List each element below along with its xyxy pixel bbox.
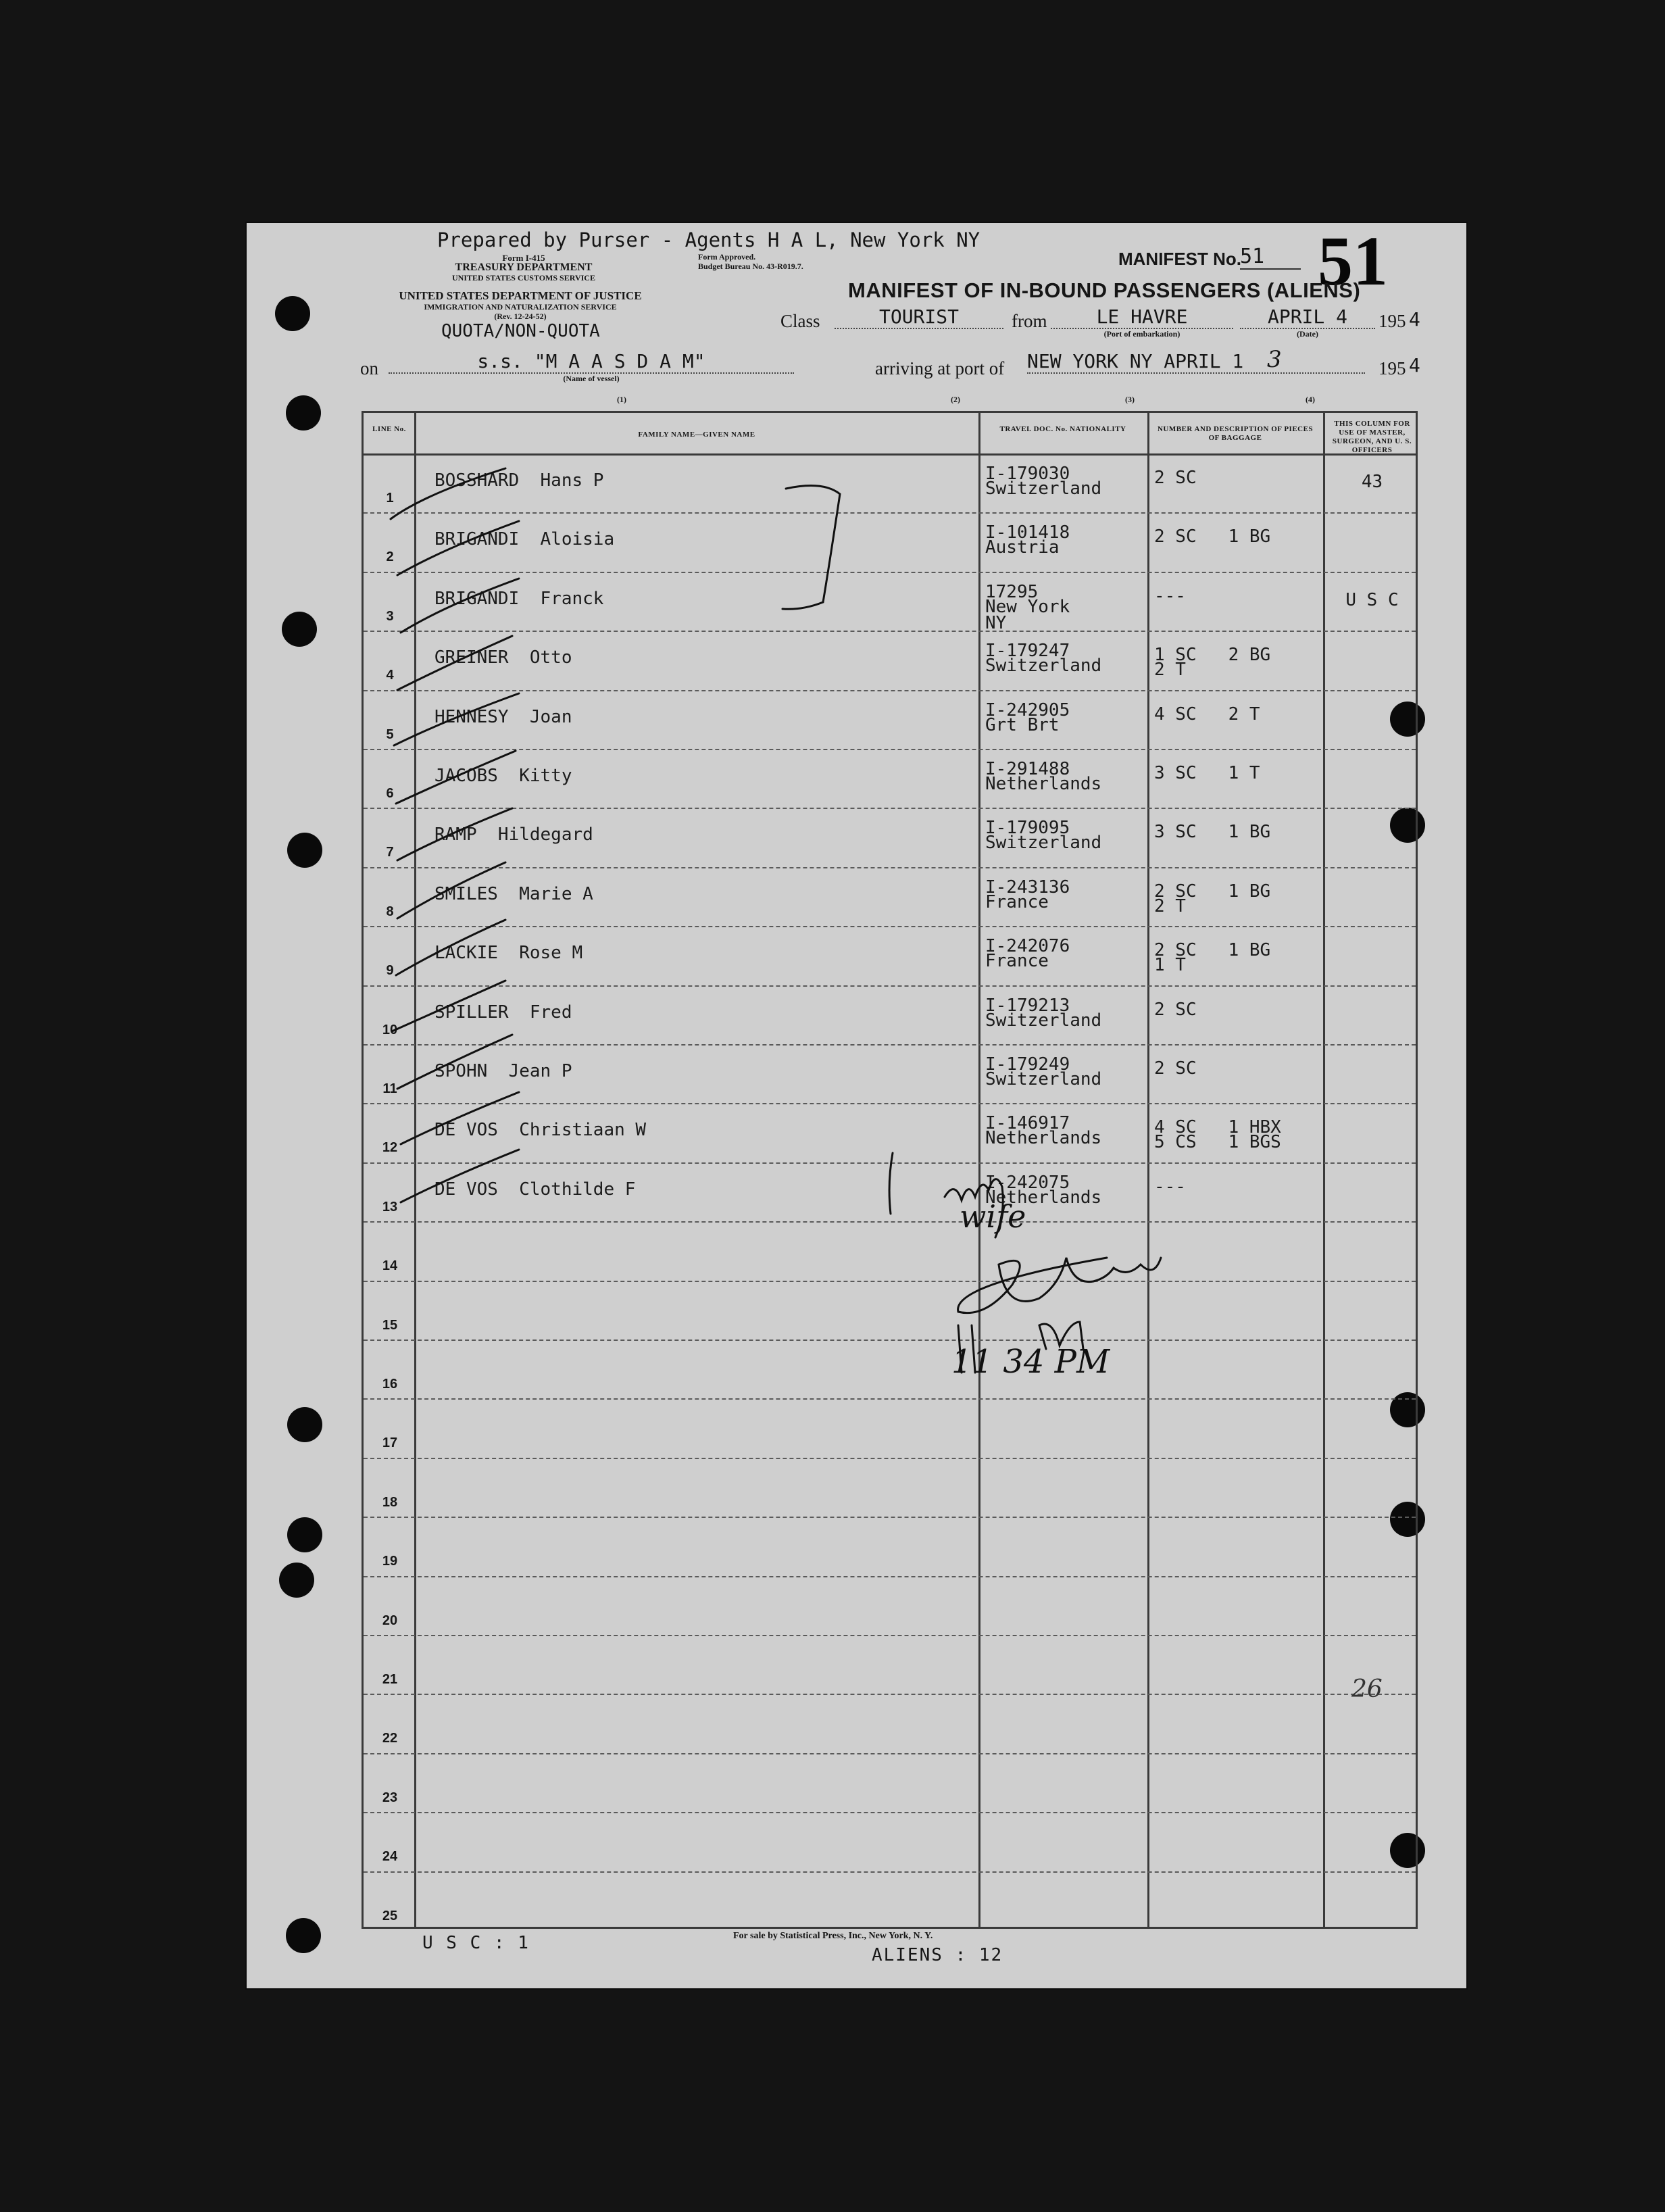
baggage: 3 SC 1 T [1154,763,1260,783]
line-number: 23 [382,1790,398,1805]
col-num-1: (1) [617,395,626,404]
signature-time: 11 34 PM [951,1343,1110,1381]
col-header-travel-doc: TRAVEL DOC. No. NATIONALITY [999,425,1126,433]
passenger-name: HENNESY Joan [434,706,572,727]
passenger-name: SPILLER Fred [434,1002,572,1023]
baggage: 1 SC 2 BG [1154,645,1271,666]
baggage: 4 SC 2 T [1154,704,1260,724]
nationality: New York NY [985,596,1070,633]
quota-label: QUOTA/NON-QUOTA [441,321,600,341]
check-mark [394,693,519,745]
manifest-title: MANIFEST OF IN-BOUND PASSENGERS (ALIENS) [848,278,1361,302]
check-mark [401,1092,519,1144]
line-number: 3 [386,608,394,624]
col-header-officers: THIS COLUMN FOR USE OF MASTER, SURGEON, AND U. S. OFFICERS [1332,420,1412,454]
manifest-sheet [247,223,1466,1988]
baggage: 2 SC [1154,1058,1197,1079]
nationality: Switzerland [985,1069,1102,1089]
line-number: 2 [386,549,394,565]
check-mark [401,579,519,633]
margin-note: 26 [1351,1675,1383,1703]
travel-doc-number: I-179249 [985,1054,1070,1075]
nationality: Switzerland [985,656,1102,677]
on-label: on [360,358,378,378]
travel-doc-number: I-146917 [985,1113,1070,1134]
line-number: 6 [386,786,394,801]
baggage: 2 SC 1 BG [1154,881,1271,902]
printer-note: For sale by Statistical Press, Inc., New York, N. Y. [733,1931,933,1941]
line-number: 13 [382,1199,398,1214]
baggage: 3 SC 1 BG [1154,822,1271,843]
travel-doc-number: I-242076 [985,936,1070,957]
nationality: Grt Brt [985,714,1060,735]
port-embarkation: LE HAVRE [1051,305,1233,329]
passenger-table [362,411,1418,1929]
nationality: Switzerland [985,478,1102,499]
line-number: 19 [382,1554,398,1569]
col-num-4: (4) [1306,395,1315,404]
check-mark [392,981,505,1031]
budget-bureau: Budget Bureau No. 43-R019.7. [698,262,803,271]
check-mark [397,521,519,575]
check-mark [396,751,516,804]
line-number: 24 [382,1849,398,1865]
baggage: 2 SC [1154,999,1197,1020]
punch-hole [282,612,317,647]
travel-doc-number: I-242075 [985,1172,1070,1193]
customs-service: UNITED STATES CUSTOMS SERVICE [452,273,595,282]
aliens-count: ALIENS : 12 [872,1945,1003,1965]
line-number: 4 [386,668,394,683]
punch-hole [287,1517,322,1552]
col-num-3: (3) [1125,395,1135,404]
travel-doc-number: I-179213 [985,995,1070,1016]
passenger-name: JACOBS Kitty [434,766,572,786]
travel-doc-number: I-179247 [985,641,1070,662]
passenger-name: DE VOS Clothilde F [434,1179,636,1200]
passenger-name: LACKIE Rose M [434,943,583,964]
arrival-day-handwritten: 3 [1267,346,1282,373]
prepared-by: Prepared by Purser - Agents H A L, New York NY [437,228,980,251]
check-mark [397,862,505,918]
class-label: Class [780,311,820,331]
revision: (Rev. 12-24-52) [494,312,547,321]
class-value: TOURIST [835,305,1003,329]
year-suffix-1: 4 [1409,308,1420,330]
immigration-service: IMMIGRATION AND NATURALIZATION SERVICE [424,302,617,312]
line-number: 9 [386,963,394,979]
nationality: Netherlands [985,1128,1102,1149]
check-mark [397,1035,512,1089]
vessel-caption: (Name of vessel) [563,374,620,383]
baggage-line-2: 1 T [1154,955,1186,976]
line-number: 8 [386,904,394,919]
check-mark [397,636,512,690]
signature-scrawl [958,1258,1161,1313]
punch-hole [287,1407,322,1442]
baggage-line-2: 5 CS 1 BGS [1154,1132,1281,1153]
vessel-name: s.s. "M A A S D A M" [389,350,794,374]
line-number: 15 [382,1317,398,1333]
line-number: 18 [382,1494,398,1510]
arriving-label: arriving at port of [875,358,1005,378]
treasury-department: TREASURY DEPARTMENT [455,262,593,273]
line-number: 17 [382,1435,398,1451]
nationality: Netherlands [985,1187,1102,1208]
nationality: Austria [985,537,1060,558]
passenger-name: SMILES Marie A [434,883,593,904]
from-label: from [1012,311,1047,331]
col-header-name: FAMILY NAME—GIVEN NAME [638,431,755,439]
travel-doc-number: I-179030 [985,464,1070,484]
col-num-2: (2) [951,395,960,404]
baggage-line-2: 2 T [1154,895,1186,916]
port-embarkation-caption: (Port of embarkation) [1103,329,1181,339]
line-number: 1 [386,491,394,506]
baggage: 2 SC [1154,468,1197,488]
travel-doc-number: I-242905 [985,699,1070,720]
manifest-number: 51 [1240,245,1301,270]
line-number: 20 [382,1613,398,1628]
embarkation-date: APRIL 4 [1240,305,1375,329]
form-approved: Form Approved. [698,252,756,262]
baggage-line-2: 2 T [1154,660,1186,681]
passenger-name: GREINER Otto [434,647,572,668]
manifest-number-label: MANIFEST No. [1118,249,1241,269]
passenger-name: DE VOS Christiaan W [434,1120,647,1141]
travel-doc-number: I-291488 [985,759,1070,779]
wife-annotation: wife [960,1198,1026,1235]
form-number: Form I-415 [502,253,545,263]
passenger-name: BOSSHARD Hans P [434,470,604,491]
family-line [889,1153,893,1214]
line-number: 22 [382,1731,398,1746]
punch-hole [275,296,310,331]
year-suffix-2: 4 [1409,354,1420,376]
travel-doc-number: 17295 [985,581,1039,602]
check-mark [401,1150,519,1202]
line-number: 21 [382,1672,398,1687]
nationality: Switzerland [985,1010,1102,1031]
baggage: 4 SC 1 HBX [1154,1117,1281,1138]
baggage: 2 SC 1 BG [1154,940,1271,961]
nationality: Switzerland [985,833,1102,854]
check-mark [397,808,512,860]
year-prefix-2: 195 [1378,358,1406,378]
officer-note: 43 [1361,472,1383,492]
punch-hole [286,1918,321,1953]
nationality: France [985,891,1049,912]
date-caption: (Date) [1297,329,1318,339]
punch-hole [286,395,321,431]
handwriting-layer [364,413,1420,1931]
col-header-line: LINE No. [372,425,406,433]
usc-count: U S C : 1 [422,1933,530,1953]
col-header-baggage: NUMBER AND DESCRIPTION OF PIECES OF BAGGAGE [1157,425,1314,442]
punch-hole [279,1563,314,1598]
line-number: 16 [382,1377,398,1392]
baggage: --- [1154,1176,1186,1197]
travel-doc-number: I-101418 [985,522,1070,543]
year-prefix-1: 195 [1378,311,1406,331]
line-number: 25 [382,1908,398,1923]
line-number: 7 [386,845,394,860]
baggage: 2 SC 1 BG [1154,526,1271,547]
officer-note: U S C [1345,589,1399,610]
punch-hole [287,833,322,868]
nationality: Netherlands [985,774,1102,794]
travel-doc-number: I-243136 [985,877,1070,898]
manifest-stamp: 51 [1318,222,1388,300]
arrival-port: NEW YORK NY APRIL 1 [1027,350,1365,374]
line-number: 11 [382,1081,397,1096]
passenger-name: BRIGANDI Aloisia [434,529,615,550]
department-of-justice: UNITED STATES DEPARTMENT OF JUSTICE [399,289,642,302]
nationality: France [985,951,1049,972]
line-number: 10 [382,1022,398,1037]
passenger-name: RAMP Hildegard [434,825,593,845]
line-number: 12 [382,1140,398,1156]
line-number: 5 [386,727,394,742]
family-bracket [782,486,840,610]
line-number: 14 [382,1258,398,1274]
passenger-name: BRIGANDI Franck [434,588,604,609]
check-mark [391,468,505,519]
passenger-name: SPOHN Jean P [434,1061,572,1081]
check-mark [396,920,505,975]
travel-doc-number: I-179095 [985,818,1070,839]
baggage: --- [1154,585,1186,606]
